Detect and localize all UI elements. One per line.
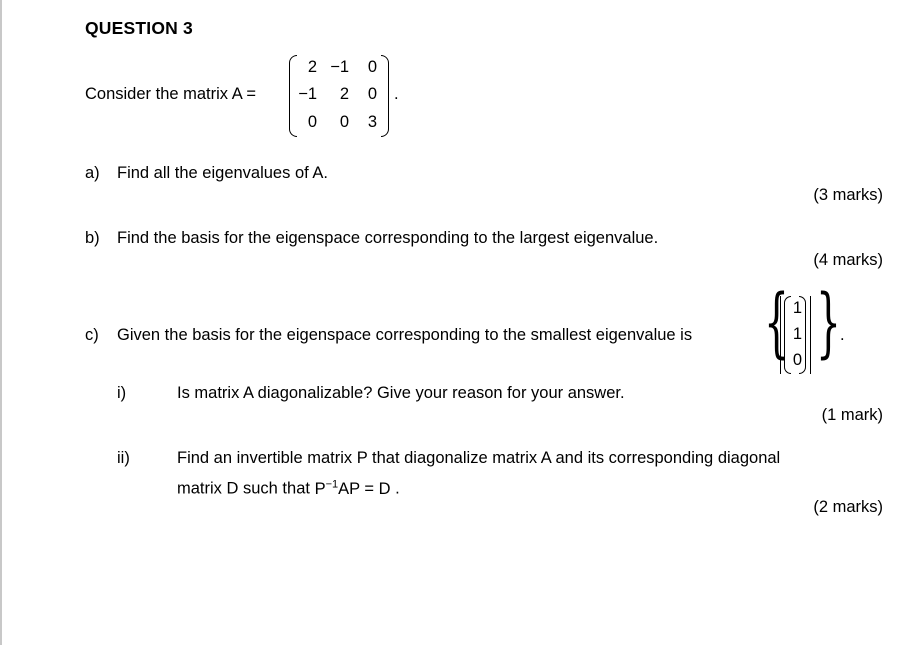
equation — [315, 480, 396, 498]
page-edge-rule — [0, 0, 2, 645]
matrix-cell: 3 — [367, 113, 377, 131]
part-a-marks: (3 marks) — [813, 186, 883, 204]
intro-period: . — [394, 85, 399, 103]
vector-cell: 0 — [792, 351, 802, 369]
part-c-i-label: i) — [117, 384, 127, 402]
vector-right-bar — [810, 296, 811, 374]
intro-text: Consider the matrix A = — [85, 85, 257, 103]
part-a-text: Find all the eigenvalues of A. — [117, 164, 328, 182]
equation-end: . — [395, 479, 400, 498]
vector-cell: 1 — [792, 299, 802, 317]
set-right-brace: } — [816, 279, 841, 367]
part-c-ii-label: ii) — [117, 449, 130, 467]
matrix-cell: 0 — [307, 113, 317, 131]
part-c-period: . — [840, 326, 845, 344]
part-a-label: a) — [85, 164, 100, 182]
matrix-right-paren — [381, 55, 389, 137]
question-title: QUESTION 3 — [85, 18, 193, 38]
part-c-i-text: Is matrix A diagonalizable? Give your reason for your answer. — [177, 384, 625, 402]
part-c-ii-marks: (2 marks) — [813, 498, 883, 516]
matrix-cell: −1 — [298, 85, 317, 103]
equation-p: P — [314, 479, 326, 498]
part-b-label: b) — [85, 229, 100, 247]
part-c-text: Given the basis for the eigenspace corresponding to the smallest eigenvalue is — [117, 326, 693, 344]
basis-vector — [780, 296, 810, 374]
matrix-cell: 2 — [339, 85, 349, 103]
part-c-ii-text-line2 — [177, 478, 400, 499]
matrix-cell: 0 — [339, 113, 349, 131]
equation-rest: AP = D — [338, 479, 391, 498]
basis-set — [764, 279, 841, 378]
part-c-ii-text-prefix: matrix D such that — [177, 479, 310, 498]
equation-exponent: −1 — [325, 478, 339, 490]
matrix-cell: 2 — [307, 58, 317, 76]
part-c-label: c) — [85, 326, 99, 344]
part-b-text: Find the basis for the eigenspace corresponding to the largest eigenvalue. — [117, 229, 659, 247]
set-left-brace: { — [764, 279, 789, 367]
vector-cell: 1 — [792, 325, 802, 343]
matrix-cell: 0 — [367, 85, 377, 103]
matrix-cell: 0 — [367, 58, 377, 76]
part-c-ii-text-line1: Find an invertible matrix P that diagonalize matrix A and its corresponding diagonal — [177, 449, 781, 467]
part-b-marks: (4 marks) — [813, 251, 883, 269]
matrix-a — [289, 55, 389, 137]
part-c-i-marks: (1 mark) — [821, 406, 883, 424]
matrix-cell: −1 — [330, 58, 349, 76]
